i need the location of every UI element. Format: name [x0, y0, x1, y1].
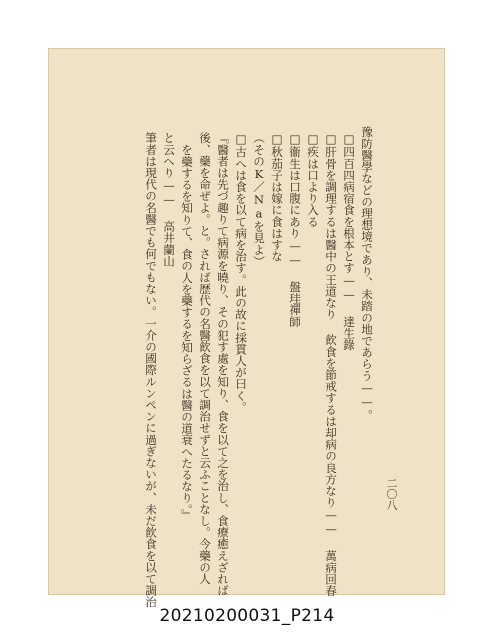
text-column: □肝骨を調理するは醫中の王道なり 飮食を節戒するは却病の良方なり—— 萬病回春: [324, 132, 338, 597]
text-column: 後、藥を命ぜよ。と。されば歴代の名醫飮食を以て調治せずと云ふことなし。今藥の人: [198, 132, 212, 585]
text-column: □四百四病宿食を根本とす—— 達生錄: [342, 132, 356, 351]
text-column: □衞生は口腹にあり—— 盤珪禪師: [288, 132, 302, 328]
text-column: □疾は口より入る: [306, 132, 320, 228]
page-number: 二 〇 八: [386, 477, 398, 512]
text-column: 豫防醫學などの理想境であり、未踏の地であらう——。: [360, 126, 374, 421]
text-column: 『醫者は先づ趣りて病源を曉り、その犯す處を知り、食を以て之を治し、食療癒えざれば: [216, 132, 230, 596]
text-column: □古へは食を以て病を治す。此の故に採貫人が曰く。: [234, 132, 248, 413]
image-caption: 20210200031_P214: [159, 606, 335, 626]
text-column: （そのK／Naを見よ）: [252, 132, 266, 267]
text-column: □秋茄子は嫁に食はすな: [270, 132, 284, 262]
text-column: と云へり—— 高井蘭山: [162, 132, 176, 267]
document-page: [48, 48, 445, 608]
text-column: を藥するを知りて、食の人を藥するを知らざるは醫の道衰へたるなり。』: [180, 144, 194, 521]
text-column: 筆者は現代の名醫でも何でもない。一介の國際ルンペンに過ぎないが、未だ飮食を以て調治: [144, 132, 158, 608]
